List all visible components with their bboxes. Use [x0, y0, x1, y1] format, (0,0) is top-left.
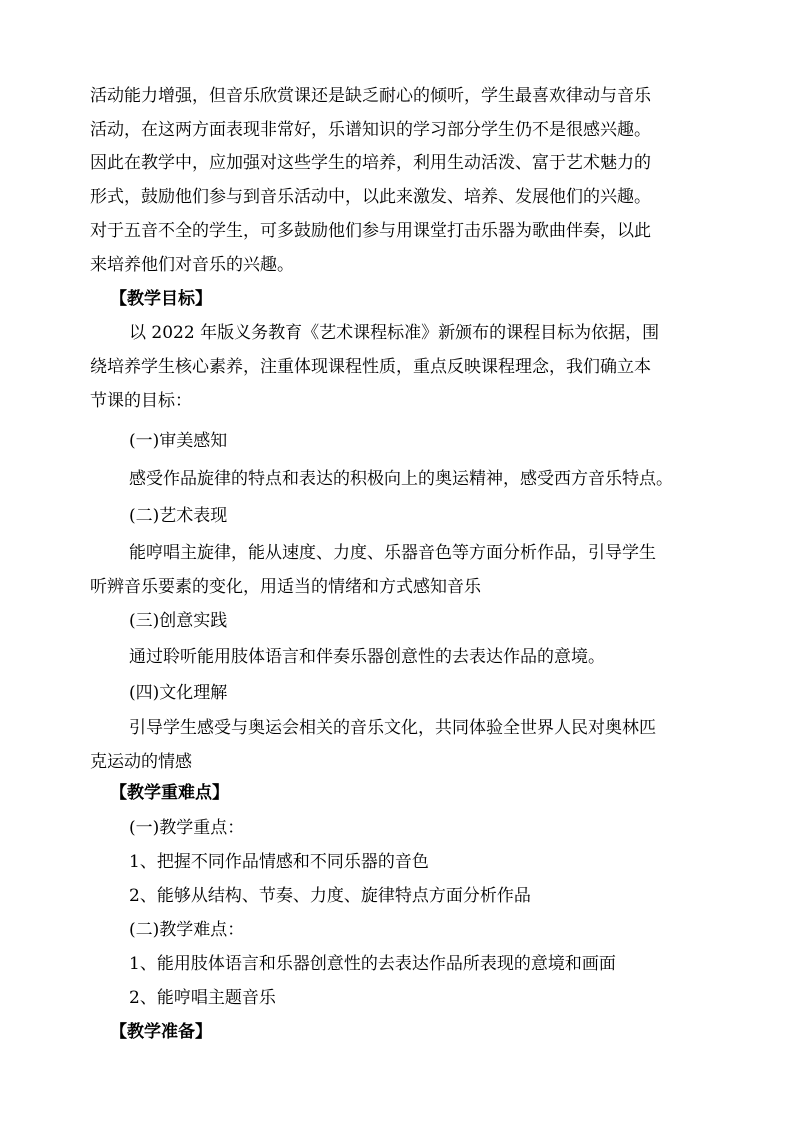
paragraph-line: 对于五音不全的学生，可多鼓励他们参与用课堂打击乐器为歌曲伴奏，以此: [90, 221, 651, 241]
paragraph-line: 来培养他们对音乐的兴趣。: [90, 255, 294, 275]
objective-title: (三)创意实践: [129, 611, 228, 631]
section-heading: 【教学准备】: [110, 1022, 212, 1042]
objective-text: 感受作品旋律的特点和表达的积极向上的奥运精神，感受西方音乐特点。: [129, 469, 673, 489]
paragraph-line: 活动，在这两方面表现非常好，乐谱知识的学习部分学生仍不是很感兴趣。: [90, 120, 651, 140]
section-heading: 【教学重难点】: [110, 783, 229, 803]
objective-text: 听辨音乐要素的变化，用适当的情绪和方式感知音乐: [90, 577, 481, 597]
paragraph-line: 形式，鼓励他们参与到音乐活动中，以此来激发、培养、发展他们的兴趣。: [90, 187, 651, 207]
subsection-title: (一)教学重点：: [129, 818, 245, 838]
paragraph-line: 绕培养学生核心素养，注重体现课程性质，重点反映课程理念，我们确立本: [90, 357, 651, 377]
objective-text: 克运动的情感: [90, 752, 192, 772]
subsection-title: (二)教学难点：: [129, 920, 245, 940]
list-item: 2、能够从结构、节奏、力度、旋律特点方面分析作品: [129, 886, 531, 906]
section-heading: 【教学目标】: [110, 289, 212, 309]
objective-title: (一)审美感知: [129, 431, 228, 451]
list-item: 1、能用肢体语言和乐器创意性的去表达作品所表现的意境和画面: [129, 954, 616, 974]
paragraph-line: 节课的目标：: [90, 391, 192, 411]
list-item: 1、把握不同作品情感和不同乐器的音色: [129, 852, 429, 872]
objective-text: 引导学生感受与奥运会相关的音乐文化，共同体验全世界人民对奥林匹: [129, 718, 656, 738]
objective-title: (二)艺术表现: [129, 506, 228, 526]
paragraph-line: 活动能力增强，但音乐欣赏课还是缺乏耐心的倾听，学生最喜欢律动与音乐: [90, 86, 651, 106]
objective-text: 通过聆听能用肢体语言和伴奏乐器创意性的去表达作品的意境。: [129, 647, 605, 667]
objective-title: (四)文化理解: [129, 683, 228, 703]
objective-text: 能哼唱主旋律，能从速度、力度、乐器音色等方面分析作品，引导学生: [129, 543, 656, 563]
paragraph-line: 以 2022 年版义务教育《艺术课程标准》新颁布的课程目标为依据，围: [129, 323, 660, 343]
list-item: 2、能哼唱主题音乐: [129, 988, 276, 1008]
paragraph-line: 因此在教学中，应加强对这些学生的培养，利用生动活泼、富于艺术魅力的: [90, 153, 651, 173]
